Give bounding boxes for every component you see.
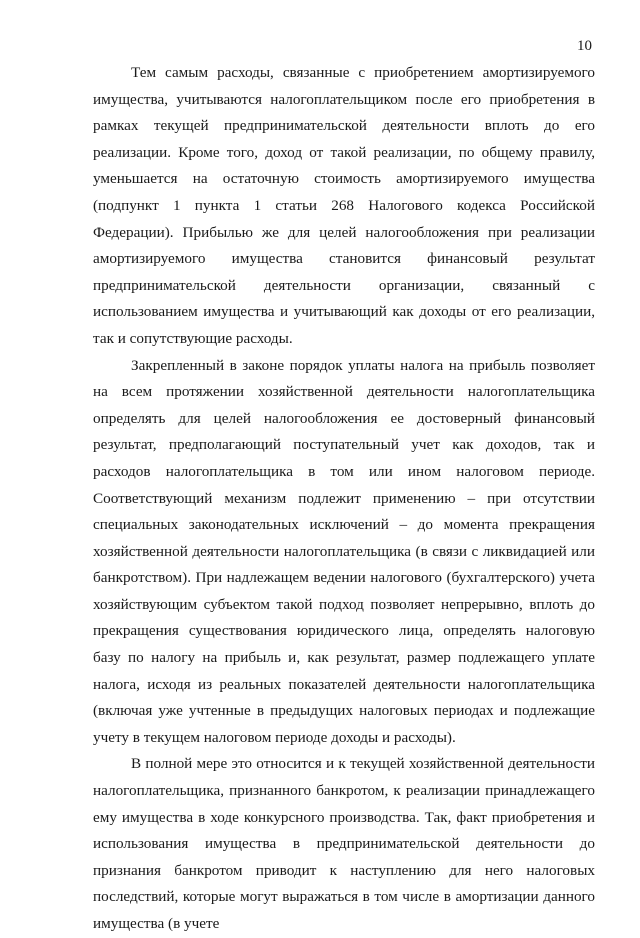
paragraph: Закрепленный в законе порядок уплаты налога на прибыль позволяет на всем протяжении хозяйственной деятельности налогоплательщика определять для целей налогообложения ее достоверный финансовый результат, предполагающий поступательный учет как доходов, так и расходов налогоплательщика в том или ином налоговом периоде. Соответствующий механизм подлежит применению – при отсутствии специальных законодательных исключений – до момента прекращения хозяйственной деятельности налогоплательщика (в связи с ликвидацией или банкротством). При надлежащем ведении налогового (бухгалтерского) учета хозяйствующим субъектом такой подход позволяет непрерывно, вплоть до прекращения существования юридического лица, определять налоговую базу по налогу на прибыль и, как результат, размер подлежащего уплате налога, исходя из реальных показателей деятельности налогоплательщика (включая уже учтенные в предыдущих налоговых периодах и подлежащие учету в текущем налоговом периоде доходы и расходы). xyxy=(93,356,595,746)
paragraph: В полной мере это относится и к текущей хозяйственной деятельности налогоплательщика, признанного банкротом, к реализации принадлежащего ему имущества в ходе конкурсного производства. Так, факт приобретения и использования имущества в предпринимательской деятельности до признания банкротом приводит к наступлению для него налоговых последствий, которые могут выражаться в том числе в амортизации данного имущества (в учете xyxy=(93,755,595,932)
document-body xyxy=(93,60,595,938)
paragraph: Тем самым расходы, связанные с приобретением амортизируемого имущества, учитываются налогоплательщиком после его приобретения в рамках текущей предпринимательской деятельности вплоть до его реализации. Кроме того, доход от такой реализации, по общему правилу, уменьшается на остаточную стоимость амортизируемого имущества (подпункт 1 пункта 1 статьи 268 Налогового кодекса Российской Федерации). Прибылью же для целей налогообложения при реализации амортизируемого имущества становится финансовый результат предпринимательской деятельности организации, связанный с использованием имущества и учитывающий как доходы от его реализации, так и сопутствующие расходы. xyxy=(93,64,595,347)
page-number: 10 xyxy=(577,38,592,54)
